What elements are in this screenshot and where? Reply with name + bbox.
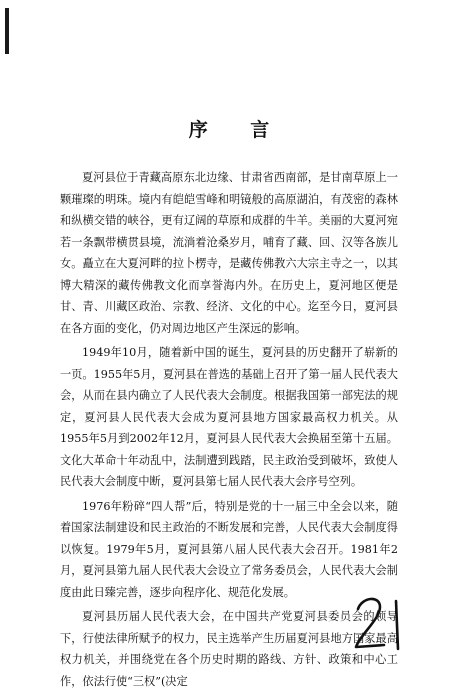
scan-edge-mark bbox=[5, 8, 9, 54]
paragraph-3: 1976年粉碎“四人帮”后，特别是党的十一届三中全会以来，随着国家法制建设和民主政治的不断发展和完善，人民代表大会制度得以恢复。1979年5月，夏河县第八届人民代表大会召开。1981年2月，夏河县第九届人民代表大会设立了常务委员会，人民代表大会制度由此日臻完善，逐步向程序化、规范化发展。 bbox=[60, 499, 398, 599]
document-page bbox=[60, 0, 398, 688]
handwritten-page-number bbox=[350, 591, 420, 655]
page-title: 序 言 bbox=[188, 119, 288, 141]
document-body bbox=[60, 167, 398, 695]
paragraph-4: 夏河县历届人民代表大会，在中国共产党夏河县委员会的领导下，行使法律所赋予的权力，民主选举产生历届夏河县地方国家最高权力机关，并围绕党在各个历史时期的路线、方针、政策和中心工作，依法行使“三权”(决定 bbox=[60, 610, 398, 688]
paragraph-2: 1949年10月，随着新中国的诞生，夏河县的历史翻开了崭新的一页。1955年5月，夏河县在普选的基础上召开了第一届人民代表大会，从而在县内确立了人民代表大会制度。根据我国第一部宪法的规定，夏河县人民代表大会成为夏河县地方国家最高权力机关。从1955年5月到2002年12月，夏河县人民代表大会换届至第十五届。文化大革命十年动乱中，法制遭到践踏，民主政治受到破坏，致使人民代表大会制度中断，夏河县第七届人民代表大会序号空列。 bbox=[60, 346, 398, 488]
paragraph-1: 夏河县位于青藏高原东北边缘、甘肃省西南部，是甘南草原上一颗璀璨的明珠。境内有皑皑雪峰和明镜般的高原湖泊，有茂密的森林和纵横交错的峡谷，更有辽阔的草原和成群的牛羊。美丽的大夏河宛若一条飘带横贯县境，流淌着沧桑岁月，哺育了藏、回、汉等各族儿女。矗立在大夏河畔的拉卜楞寺，是藏传佛教六大宗主寺之一，以其博大精深的藏传佛教文化而享誉海内外。在历史上，夏河地区便是甘、青、川藏区政治、宗教、经济、文化的中心。迄至今日，夏河县在各方面的变化，仍对周边地区产生深远的影响。 bbox=[60, 171, 398, 335]
